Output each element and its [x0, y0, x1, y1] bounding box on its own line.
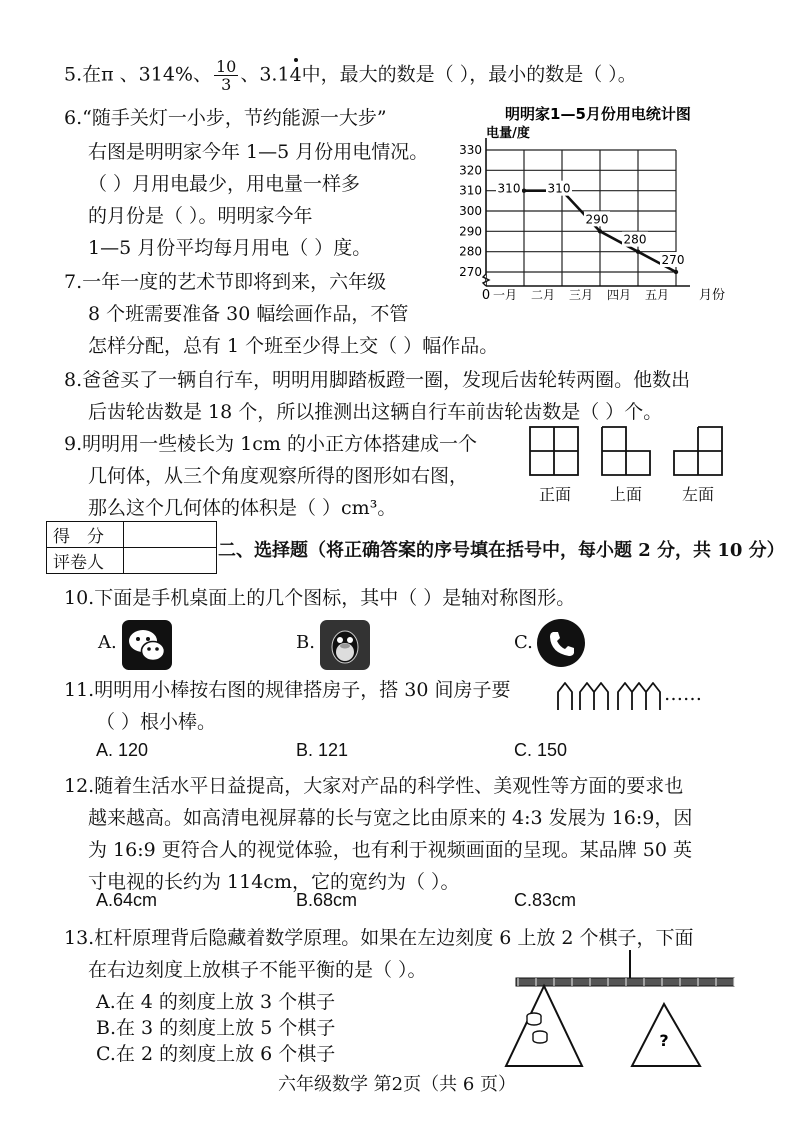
chart-category-label: 四月: [606, 288, 632, 302]
chart-data-label: 310: [547, 181, 571, 196]
q6-line1: 6.“随手关灯一小步，节约能源一大步”: [64, 107, 387, 129]
chart-axis-break: [483, 274, 489, 286]
chart-data-label: 290: [585, 212, 609, 227]
q12-option-b: B.68cm: [296, 890, 358, 910]
q10-option-a: A.: [98, 632, 117, 653]
q12-line1: 12.随着生活水平日益提高，大家对产品的科学性、美观性等方面的要求也: [64, 775, 684, 797]
chart-data-label: 270: [661, 253, 685, 267]
q5-fraction: $\frac{10}{3}$: [215, 57, 237, 94]
q13-line1: 13.杠杆原理背后隐藏着数学原理。如果在左边刻度 6 上放 2 个棋子，下面: [64, 927, 694, 949]
section2-heading: 二、选择题（将正确答案的序号填在括号中，每小题 2 分，共 10 分）: [218, 540, 785, 561]
q11-option-b: B. 121: [296, 740, 349, 760]
q12-option-c: C.83cm: [514, 890, 577, 910]
q13-option-a: A.在 4 的刻度上放 3 个棋子: [96, 991, 336, 1013]
chart-ytick-label: 280: [459, 244, 482, 259]
q9-line2: 几何体，从三个角度观察所得的图形如右图，: [88, 465, 469, 487]
chart-data-label: 310: [497, 181, 521, 196]
chart-point: [636, 249, 640, 253]
q7-line3: 怎样分配，总有 1 个班至少得上交（ ）幅作品。: [88, 335, 499, 357]
grader-cell[interactable]: [124, 548, 217, 574]
chart-ylabel: 电量/度: [486, 126, 530, 141]
view-label-top: 上面: [610, 485, 643, 504]
score-cell[interactable]: [124, 522, 217, 548]
chart-ytick-label: 290: [459, 224, 482, 239]
q13-line2: 在右边刻度上放棋子不能平衡的是（ ）。: [88, 959, 427, 981]
left-view: [674, 427, 722, 475]
qq-penguin-icon: [320, 620, 370, 670]
q13-option-b: B.在 3 的刻度上放 5 个棋子: [96, 1017, 336, 1039]
q9-line3: 那么这个几何体的体积是（ ）cm³。: [88, 497, 397, 519]
phone-icon: [536, 618, 586, 668]
stick-houses-figure: [556, 678, 676, 712]
q12-line4: 寸电视的长约为 114cm，它的宽约为（ ）。: [88, 871, 460, 893]
chart-title: 明明家1—5月份用电统计图: [505, 105, 691, 123]
q13-option-c: C.在 2 的刻度上放 6 个棋子: [96, 1043, 336, 1065]
q11-line1: 11.明明用小棒按右图的规律搭房子，搭 30 间房子要: [64, 679, 511, 701]
q11-option-a: A. 120: [96, 740, 149, 760]
chart-point: [674, 270, 678, 274]
chart-point: [522, 188, 526, 192]
chart-ytick-label: 270: [459, 265, 482, 279]
wechat-icon: [122, 620, 172, 670]
score-label: 得 分: [47, 522, 124, 548]
chart-category-label: 三月: [568, 288, 594, 302]
chart-data-label: 280: [623, 232, 647, 247]
q10-option-b: B.: [296, 632, 315, 653]
grader-label: 评卷人: [47, 548, 124, 574]
q12-line2: 越来越高。如高清电视屏幕的长与宽之比由原来的 4:3 发展为 16:9，因: [88, 807, 693, 829]
lever-balance-figure: [504, 948, 744, 1072]
q10-line1: 10.下面是手机桌面上的几个图标，其中（ ）是轴对称图形。: [64, 587, 576, 609]
q6-line4: 的月份是（ ）。明明家今年: [88, 205, 313, 227]
q12-line3: 为 16:9 更符合人的视觉体验，也有利于视频画面的呈现。某品牌 50 英: [88, 839, 693, 861]
chart-point: [598, 229, 602, 233]
chart-xlabel: 月份: [698, 288, 726, 303]
electricity-line-chart: [448, 100, 738, 332]
q11-ellipsis: ……: [664, 683, 702, 705]
q12-option-a: A.64cm: [96, 890, 158, 910]
page-footer: 六年级数学 第2页（共 6 页）: [277, 1074, 517, 1095]
q6-line3: （ ）月用电最少，用电量一样多: [88, 173, 361, 195]
chart-ytick-label: 300: [459, 204, 482, 218]
top-view: [602, 427, 650, 475]
q9-views-figure: [528, 425, 758, 481]
chart-ytick-label: 310: [459, 183, 482, 198]
q7-line1: 7.一年一度的艺术节即将到来，六年级: [64, 271, 387, 293]
score-table: [46, 521, 217, 574]
view-label-front: 正面: [539, 485, 572, 504]
q11-option-c: C. 150: [514, 740, 568, 760]
chart-origin-label: 0: [481, 288, 491, 303]
front-view: [530, 427, 578, 475]
q10-option-c: C.: [514, 632, 533, 653]
q8-line2: 后齿轮齿数是 18 个，所以推测出这辆自行车前齿轮齿数是（ ）个。: [88, 401, 663, 423]
view-label-left: 左面: [682, 485, 715, 504]
chart-ytick-label: 320: [459, 163, 482, 178]
chart-category-label: 一月: [492, 288, 518, 302]
q7-line2: 8 个班需要准备 30 幅绘画作品，不管: [88, 303, 409, 325]
q9-line1: 9.明明用一些棱长为 1cm 的小正方体搭建成一个: [64, 433, 477, 455]
q5-line: 5.在π 、314%、 $\frac{10}{3}$ 、3.14中，最大的数是（ ），最小的数是（ ）。: [64, 57, 637, 94]
chart-category-label: 五月: [644, 288, 670, 302]
q6-line2: 右图是明明家今年 1—5 月份用电情况。: [88, 141, 429, 163]
chart-ytick-label: 330: [459, 143, 482, 157]
chart-category-label: 二月: [530, 288, 556, 302]
q11-line2: （ ）根小棒。: [96, 711, 217, 733]
lever-question-mark: ?: [659, 1031, 669, 1050]
q6-line5: 1—5 月份平均每月用电（ ）度。: [88, 237, 372, 259]
q5-repeating-digit: 4: [290, 61, 302, 89]
q8-line1: 8.爸爸买了一辆自行车，明明用脚踏板蹬一圈，发现后齿轮转两圈。他数出: [64, 369, 691, 391]
